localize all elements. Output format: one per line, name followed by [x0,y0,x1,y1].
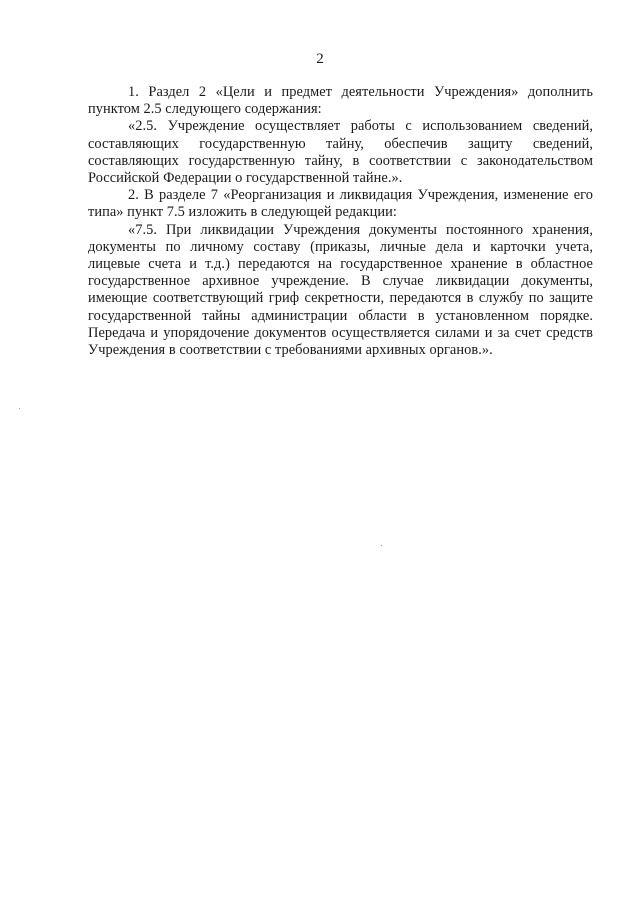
paragraph-section-2-amendment: 1. Раздел 2 «Цели и предмет деятельности Учреждения» дополнить пунктом 2.5 следующего содержания: [88,84,593,118]
page-number: 2 [316,51,324,67]
scan-speck [19,408,20,409]
paragraph-clause-2-5: «2.5. Учреждение осуществляет работы с использованием сведений, составляющих государственную тайну, обеспечив защиту сведений, составляющих государственную тайну, в соответствии с законодательством Российской Федерации о государственной тайне.». [88,118,593,187]
scan-speck [381,545,382,546]
paragraph-section-7-amendment: 2. В разделе 7 «Реорганизация и ликвидация Учреждения, изменение его типа» пункт 7.5 изложить в следующей редакции: [88,187,593,221]
paragraph-clause-7-5: «7.5. При ликвидации Учреждения документы постоянного хранения, документы по личному составу (приказы, личные дела и карточки учета, лицевые счета и т.д.) передаются на государственное хранение в областное государственное архивное учреждение. В случае ликвидации документы, имеющие соответствующий гриф секретности, передаются в службу по защите государственной тайны администрации области в установленном порядке. Передача и упорядочение документов осуществляется силами и за счет средств Учреждения в соответствии с требованиями архивных органов.». [88,221,593,359]
document-body [88,84,593,359]
